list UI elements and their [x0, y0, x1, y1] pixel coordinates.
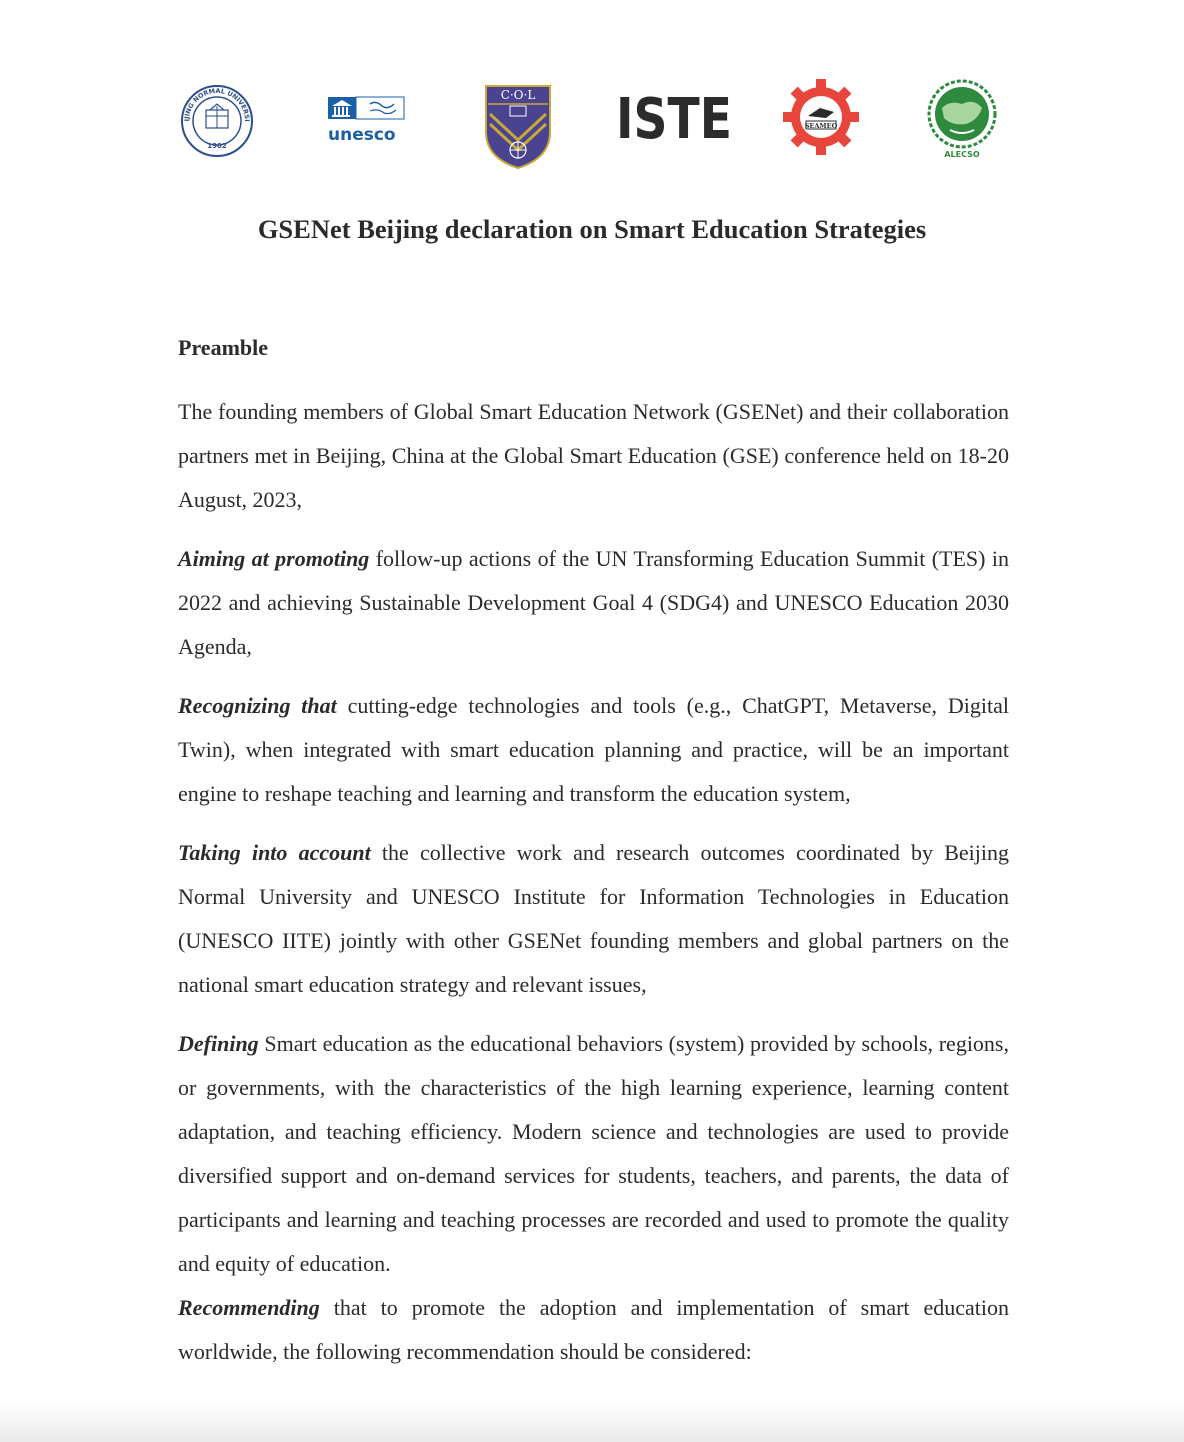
paragraph-6-lead: Recommending — [178, 1295, 320, 1320]
paragraph-6-text: that to promote the adoption and implementation of smart education worldwide, the following recommendation should be considered: — [178, 1295, 1009, 1364]
seameo-logo — [782, 78, 860, 161]
paragraph-4 — [178, 831, 1009, 1007]
paragraph-6 — [178, 1286, 1009, 1374]
paragraph-5-text: Smart education as the educational behaviors (system) provided by schools, regions, or governments, with the characteristics of the high learning experience, learning content adaptation, and teaching efficiency. Modern science and technologies are used to provide diversified support and on-demand services for students, teachers, and parents, the data of participants and learning and teaching processes are recorded and used to promote the quality and equity of education. — [178, 1031, 1009, 1276]
paragraph-4-text: the collective work and research outcomes coordinated by Beijing Normal University and UNESCO Institute for Information Technologies in Education (UNESCO IITE) jointly with other GSENet founding members and global partners on the national smart education strategy and relevant issues, — [178, 840, 1009, 997]
paragraph-2-text: follow-up actions of the UN Transforming Education Summit (TES) in 2022 and achieving Sustainable Development Goal 4 (SDG4) and UNESCO Education 2030 Agenda, — [178, 546, 1009, 659]
iste-label: ISTE — [616, 90, 732, 142]
partner-logos — [178, 78, 1008, 178]
unesco-label: unesco — [328, 125, 396, 145]
alecso-label: ALECSO — [944, 150, 980, 159]
paragraph-2-lead: Aiming at promoting — [178, 546, 370, 571]
page-bottom-shadow — [0, 1402, 1184, 1442]
unesco-logo — [326, 96, 406, 151]
document-title: GSENet Beijing declaration on Smart Education Strategies — [257, 214, 927, 244]
paragraph-5 — [178, 1022, 1009, 1286]
paragraph-3-lead: Recognizing that — [178, 693, 337, 718]
alecso-logo — [922, 78, 1002, 165]
paragraph-1: The founding members of Global Smart Education Network (GSENet) and their collaboration partners met in Beijing, China at the Global Smart Education (GSE) conference held on 18-20 August, 2023, — [178, 399, 1009, 512]
paragraph-3-text: cutting-edge technologies and tools (e.g., ChatGPT, Metaverse, Digital Twin), when integrated with smart education planning and practice, will be an important engine to reshape teaching and learning and transform the education system, — [178, 693, 1009, 806]
paragraph-5-lead: Defining — [178, 1031, 259, 1056]
col-logo — [484, 84, 552, 175]
paragraph-3 — [178, 684, 1009, 816]
seameo-label: SEAMEO — [804, 122, 838, 130]
paragraph-4-lead: Taking into account — [178, 840, 371, 865]
bnu-logo — [180, 84, 254, 163]
preamble-heading: Preamble — [178, 335, 269, 360]
bnu-ring-text: IJING NORMAL UNIVERSI — [182, 86, 252, 122]
iste-logo — [616, 90, 740, 147]
document-body — [178, 332, 1009, 1374]
col-label: C·O·L — [500, 88, 536, 102]
paragraph-2 — [178, 537, 1009, 669]
bnu-year: 1902 — [207, 142, 227, 150]
